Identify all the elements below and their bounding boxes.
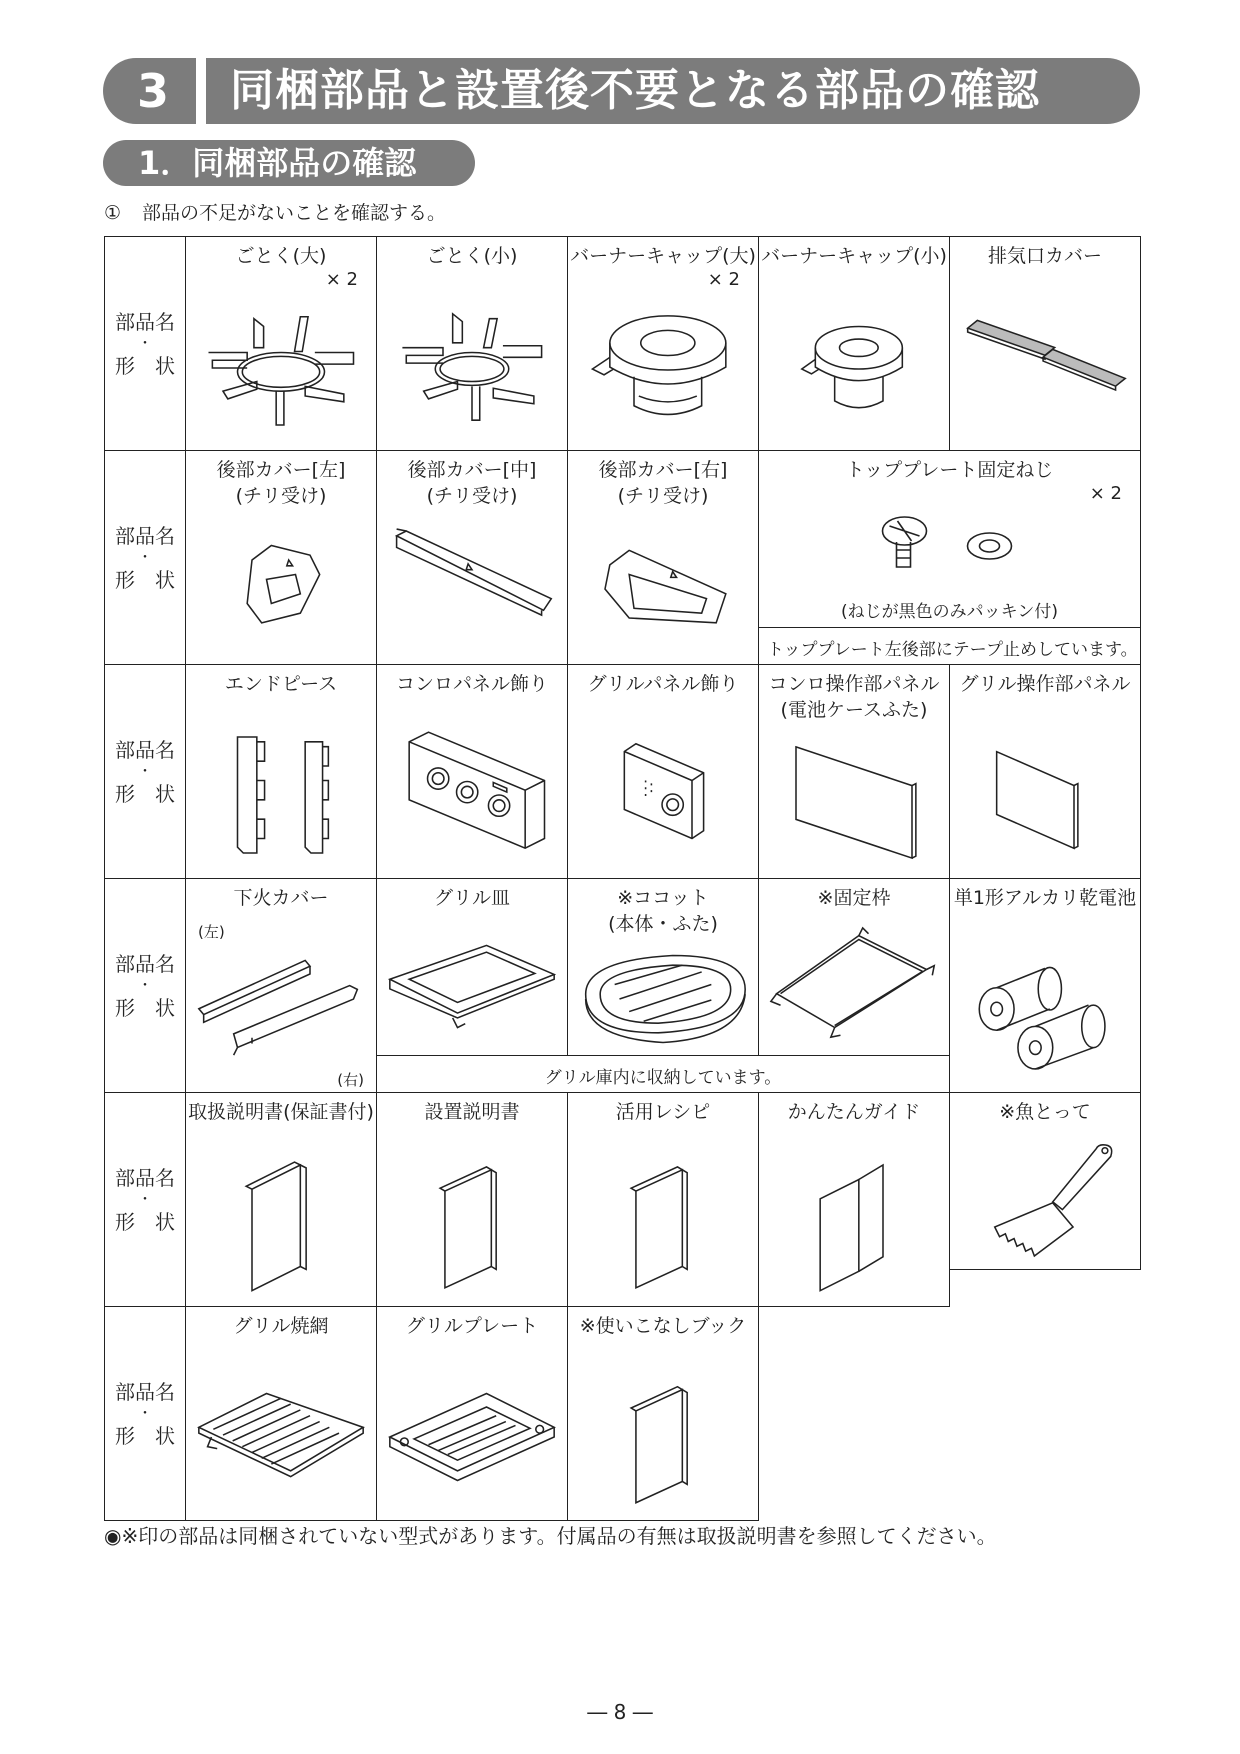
part-cell <box>376 664 568 879</box>
tape-note: トッププレート左後部にテープ止めしています。 <box>767 640 1138 660</box>
part-cell <box>185 878 377 1093</box>
battery-illustration <box>958 939 1132 1079</box>
part-quantity: × 2 <box>1089 483 1122 504</box>
gotoku-small-illustration <box>385 297 559 437</box>
part-name: 設置説明書 <box>424 1101 520 1123</box>
grill-panel-deco-illustration <box>576 725 750 865</box>
burner-cap-small-illustration <box>767 297 941 442</box>
part-name: 後部カバー[中] <box>407 459 537 481</box>
stove-control-panel-illustration <box>767 735 941 870</box>
stove-panel-deco-illustration <box>385 720 559 870</box>
row-header <box>104 450 186 665</box>
part-subname: (本体・ふた) <box>608 913 718 935</box>
row-header-name: 部品名 <box>115 737 175 762</box>
row-header-dot: ・ <box>138 335 152 352</box>
part-cell <box>949 664 1141 879</box>
row-header <box>104 1092 186 1307</box>
part-cell <box>376 450 568 665</box>
grill-plate-illustration <box>385 1367 559 1507</box>
part-name: ※使いこなしブック <box>579 1315 747 1337</box>
part-name: 後部カバー[右] <box>598 459 728 481</box>
part-quantity: × 2 <box>707 269 740 290</box>
part-name: グリル焼網 <box>233 1315 329 1337</box>
burner-cap-large-illustration <box>576 297 750 442</box>
intro-note <box>104 198 446 225</box>
part-name: エンドピース <box>224 673 338 695</box>
part-name: ※魚とって <box>999 1101 1091 1123</box>
booklet-illustration <box>385 1148 559 1298</box>
section-number: 3 <box>136 64 169 118</box>
row-header <box>104 236 186 451</box>
rear-cover-left-illustration <box>194 519 368 659</box>
part-cell <box>376 1306 568 1521</box>
part-name: 後部カバー[左] <box>216 459 346 481</box>
part-subname: (チリ受け) <box>235 485 327 507</box>
part-cell <box>758 878 950 1056</box>
row-header-name: 部品名 <box>115 309 175 334</box>
part-name: かんたんガイド <box>787 1101 921 1123</box>
row-header-shape: 形 状 <box>115 781 175 806</box>
part-cell <box>758 664 950 879</box>
grill-net-illustration <box>194 1367 368 1507</box>
section-title: 同梱部品と設置後不要となる部品の確認 <box>230 65 1040 116</box>
subsection-title: 1．同梱部品の確認 <box>138 144 417 182</box>
row-header-dot: ・ <box>138 763 152 780</box>
part-cell <box>567 1092 759 1307</box>
row-header-dot: ・ <box>138 977 152 994</box>
part-name: グリル皿 <box>433 887 510 909</box>
leaflet-illustration <box>767 1148 941 1298</box>
grill-control-panel-illustration <box>958 730 1132 870</box>
part-cell <box>376 1092 568 1307</box>
row-header-dot: ・ <box>138 1405 152 1422</box>
row-header-dot: ・ <box>138 549 152 566</box>
grill-note-cell <box>376 1055 950 1093</box>
row-header-name: 部品名 <box>115 523 175 548</box>
part-name: グリル操作部パネル <box>959 673 1131 695</box>
part-cell <box>567 450 759 665</box>
part-cell <box>376 878 568 1056</box>
part-cell <box>758 1092 950 1307</box>
booklet-illustration <box>576 1148 750 1298</box>
part-name: ※固定枠 <box>817 887 891 909</box>
footnote: ◉※印の部品は同梱されていない型式があります。付属品の有無は取扱説明書を参照してください。 <box>104 1524 997 1548</box>
part-cell <box>185 450 377 665</box>
right-label: (右) <box>337 1071 364 1089</box>
exhaust-cover-illustration <box>958 307 1132 417</box>
page-number: ― 8 ― <box>587 1700 653 1724</box>
booklet-illustration <box>576 1362 750 1512</box>
tape-note-cell <box>758 627 1141 665</box>
part-name: バーナーキャップ(小) <box>761 245 947 267</box>
row-header-name: 部品名 <box>115 951 175 976</box>
part-name: ※ココット <box>617 887 709 909</box>
row-header-shape: 形 状 <box>115 995 175 1020</box>
row-header-shape: 形 状 <box>115 1423 175 1448</box>
row-header <box>104 664 186 879</box>
part-name: グリルプレート <box>405 1315 539 1337</box>
left-label: (左) <box>198 923 225 941</box>
part-name: 取扱説明書(保証書付) <box>188 1101 374 1123</box>
part-cell <box>758 236 950 451</box>
part-name: ごとく(大) <box>235 245 327 267</box>
part-cell <box>185 1092 377 1307</box>
grill-dish-illustration <box>385 924 559 1049</box>
part-name: 単1形アルカリ乾電池 <box>953 887 1137 909</box>
row-header <box>104 878 186 1093</box>
row-header-name: 部品名 <box>115 1165 175 1190</box>
booklet-illustration <box>194 1148 368 1298</box>
part-name: トッププレート固定ねじ <box>845 459 1054 481</box>
lower-fire-cover-illustration <box>194 939 368 1064</box>
row-header-dot: ・ <box>138 1191 152 1208</box>
screw-illustration <box>859 506 1040 586</box>
part-cell <box>185 664 377 879</box>
rear-cover-center-illustration <box>385 519 559 659</box>
end-piece-illustration <box>194 720 368 870</box>
part-subname: (チリ受け) <box>426 485 518 507</box>
part-cell <box>949 1092 1141 1270</box>
part-quantity: × 2 <box>325 269 358 290</box>
part-cell <box>567 1306 759 1521</box>
part-name: グリルパネル飾り <box>587 673 739 695</box>
part-cell <box>758 450 1141 628</box>
part-cell <box>185 1306 377 1521</box>
part-name: 下火カバー <box>233 887 329 909</box>
part-name: ごとく(小) <box>426 245 518 267</box>
grill-stored-note: グリル庫内に収納しています。 <box>544 1068 782 1088</box>
part-name: 排気口カバー <box>987 245 1102 267</box>
part-cell <box>567 236 759 451</box>
row-header <box>104 1306 186 1521</box>
row-header-name: 部品名 <box>115 1379 175 1404</box>
row-header-shape: 形 状 <box>115 353 175 378</box>
screw-note: (ねじが黒色のみパッキン付) <box>840 602 1059 622</box>
part-subname: (電池ケースふた) <box>780 699 928 721</box>
part-subname: (チリ受け) <box>617 485 709 507</box>
row-header-shape: 形 状 <box>115 1209 175 1234</box>
intro-text: 部品の不足がないことを確認する。 <box>142 202 447 224</box>
gotoku-large-illustration <box>194 297 368 437</box>
part-name: 活用レシピ <box>615 1101 711 1123</box>
part-cell <box>185 236 377 451</box>
fish-turner-illustration <box>958 1133 1132 1263</box>
part-cell <box>567 878 759 1056</box>
part-cell <box>949 878 1141 1093</box>
part-cell <box>376 236 568 451</box>
fixing-frame-illustration <box>767 919 941 1049</box>
section-separator <box>196 58 206 124</box>
part-name: バーナーキャップ(大) <box>570 245 756 267</box>
part-cell <box>567 664 759 879</box>
part-cell <box>949 236 1141 451</box>
row-header-shape: 形 状 <box>115 567 175 592</box>
cocotte-illustration <box>576 944 750 1054</box>
part-name: コンロ操作部パネル <box>768 673 940 695</box>
step-marker: ① <box>104 202 122 224</box>
rear-cover-right-illustration <box>576 519 750 659</box>
part-name: コンロパネル飾り <box>395 673 548 695</box>
